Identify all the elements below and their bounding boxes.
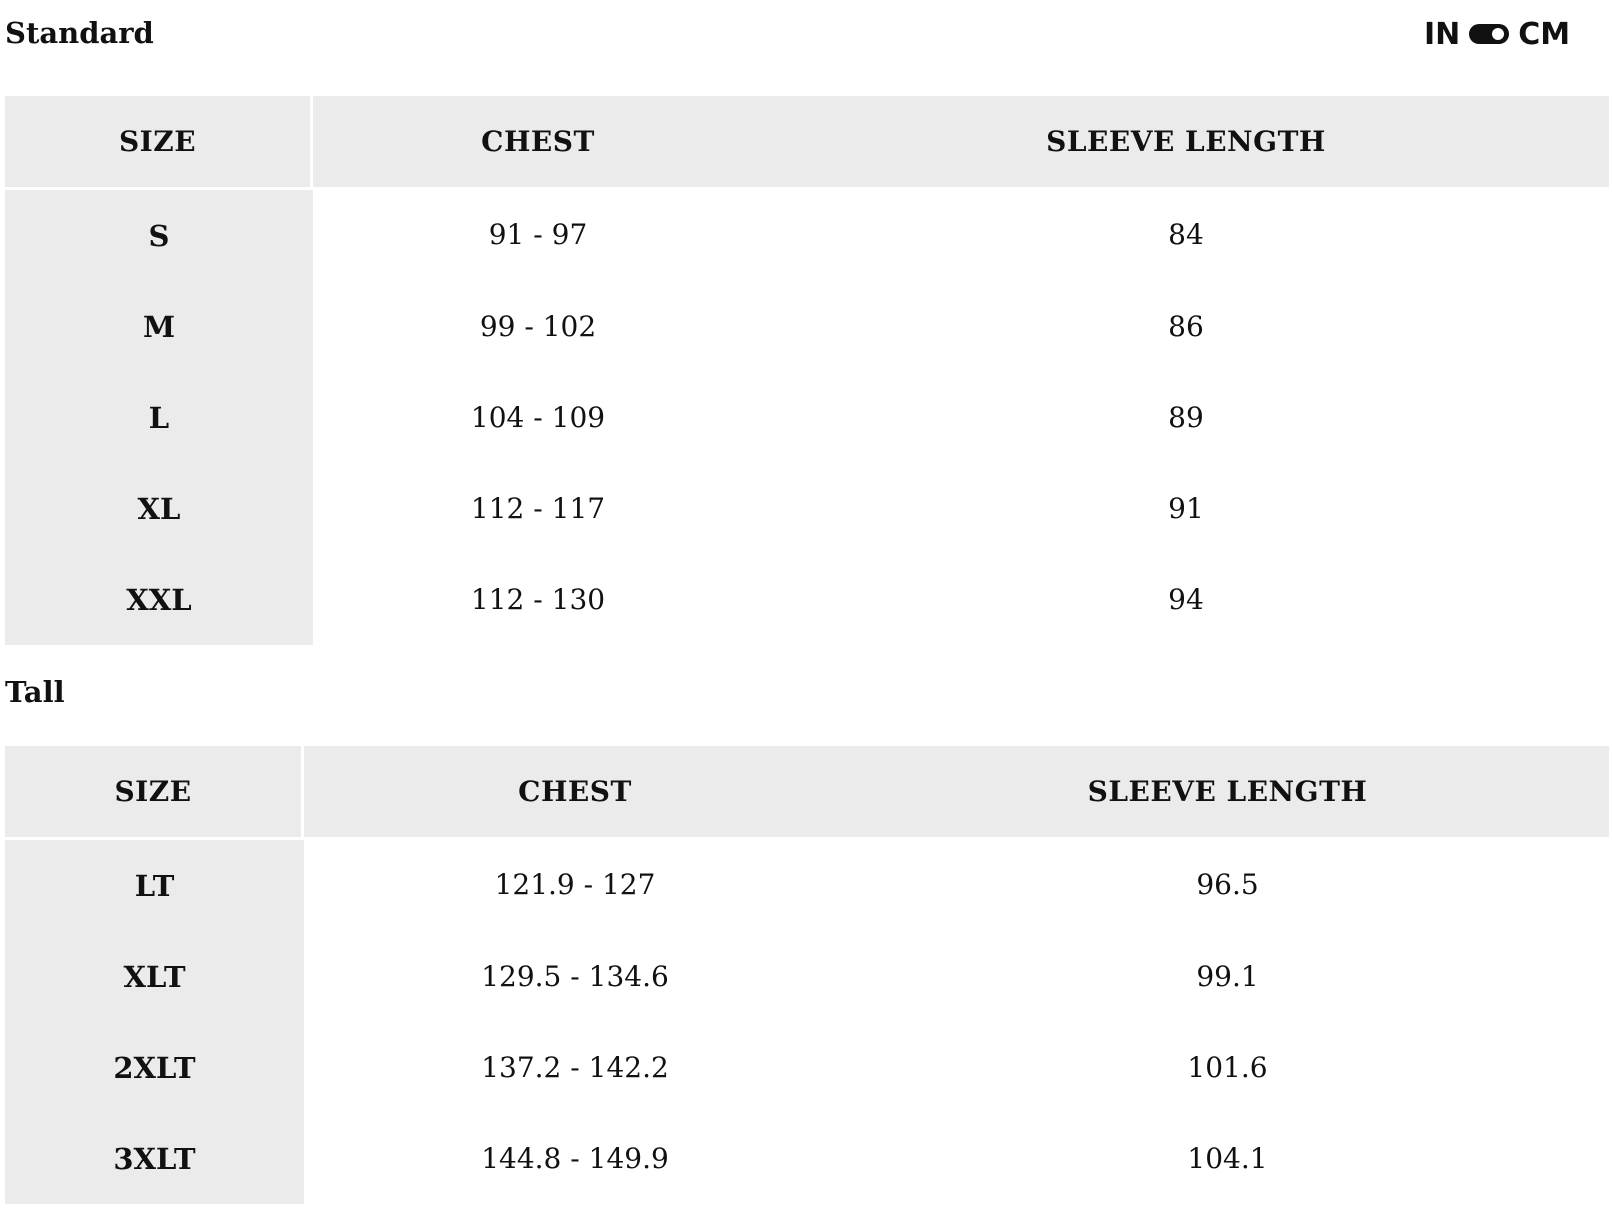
sleeve-cell: 96.5 xyxy=(846,837,1609,931)
sleeve-cell: 86 xyxy=(763,281,1609,372)
table-row xyxy=(5,1113,1609,1204)
chest-cell: 91 - 97 xyxy=(313,187,763,281)
sleeve-cell: 104.1 xyxy=(846,1113,1609,1204)
unit-toggle[interactable] xyxy=(1424,16,1570,52)
table-row xyxy=(5,554,1609,645)
chest-cell: 137.2 - 142.2 xyxy=(304,1022,846,1113)
sleeve-cell: 101.6 xyxy=(846,1022,1609,1113)
size-cell: 2XLT xyxy=(5,1022,304,1113)
toggle-switch-icon[interactable] xyxy=(1469,24,1509,44)
standard-section-title: Standard xyxy=(5,16,154,50)
size-cell: XLT xyxy=(5,931,304,1022)
chest-cell: 129.5 - 134.6 xyxy=(304,931,846,1022)
chest-cell: 112 - 130 xyxy=(313,554,763,645)
table-row xyxy=(5,187,1609,281)
header-sleeve-length: SLEEVE LENGTH xyxy=(846,746,1609,837)
size-cell: XL xyxy=(5,463,313,554)
header-chest: CHEST xyxy=(313,96,763,187)
size-cell: M xyxy=(5,281,313,372)
header-size: SIZE xyxy=(5,746,304,837)
sleeve-cell: 94 xyxy=(763,554,1609,645)
table-header-row xyxy=(5,746,1609,837)
table-row xyxy=(5,281,1609,372)
chest-cell: 121.9 - 127 xyxy=(304,837,846,931)
size-cell: LT xyxy=(5,837,304,931)
size-cell: L xyxy=(5,372,313,463)
size-cell: S xyxy=(5,187,313,281)
header-sleeve-length: SLEEVE LENGTH xyxy=(763,96,1609,187)
header-size: SIZE xyxy=(5,96,313,187)
table-row xyxy=(5,837,1609,931)
chest-cell: 144.8 - 149.9 xyxy=(304,1113,846,1204)
standard-size-table xyxy=(5,96,1609,645)
table-row xyxy=(5,1022,1609,1113)
chest-cell: 112 - 117 xyxy=(313,463,763,554)
size-cell: XXL xyxy=(5,554,313,645)
chest-cell: 99 - 102 xyxy=(313,281,763,372)
table-row xyxy=(5,463,1609,554)
tall-section-title: Tall xyxy=(5,675,65,709)
table-header-row xyxy=(5,96,1609,187)
sleeve-cell: 84 xyxy=(763,187,1609,281)
sleeve-cell: 91 xyxy=(763,463,1609,554)
unit-label-in[interactable]: IN xyxy=(1424,16,1461,52)
table-row xyxy=(5,372,1609,463)
toggle-knob xyxy=(1492,28,1504,40)
chest-cell: 104 - 109 xyxy=(313,372,763,463)
header-chest: CHEST xyxy=(304,746,846,837)
unit-label-cm[interactable]: CM xyxy=(1518,16,1571,52)
tall-size-table xyxy=(5,746,1609,1204)
table-row xyxy=(5,931,1609,1022)
sleeve-cell: 89 xyxy=(763,372,1609,463)
sleeve-cell: 99.1 xyxy=(846,931,1609,1022)
size-cell: 3XLT xyxy=(5,1113,304,1204)
